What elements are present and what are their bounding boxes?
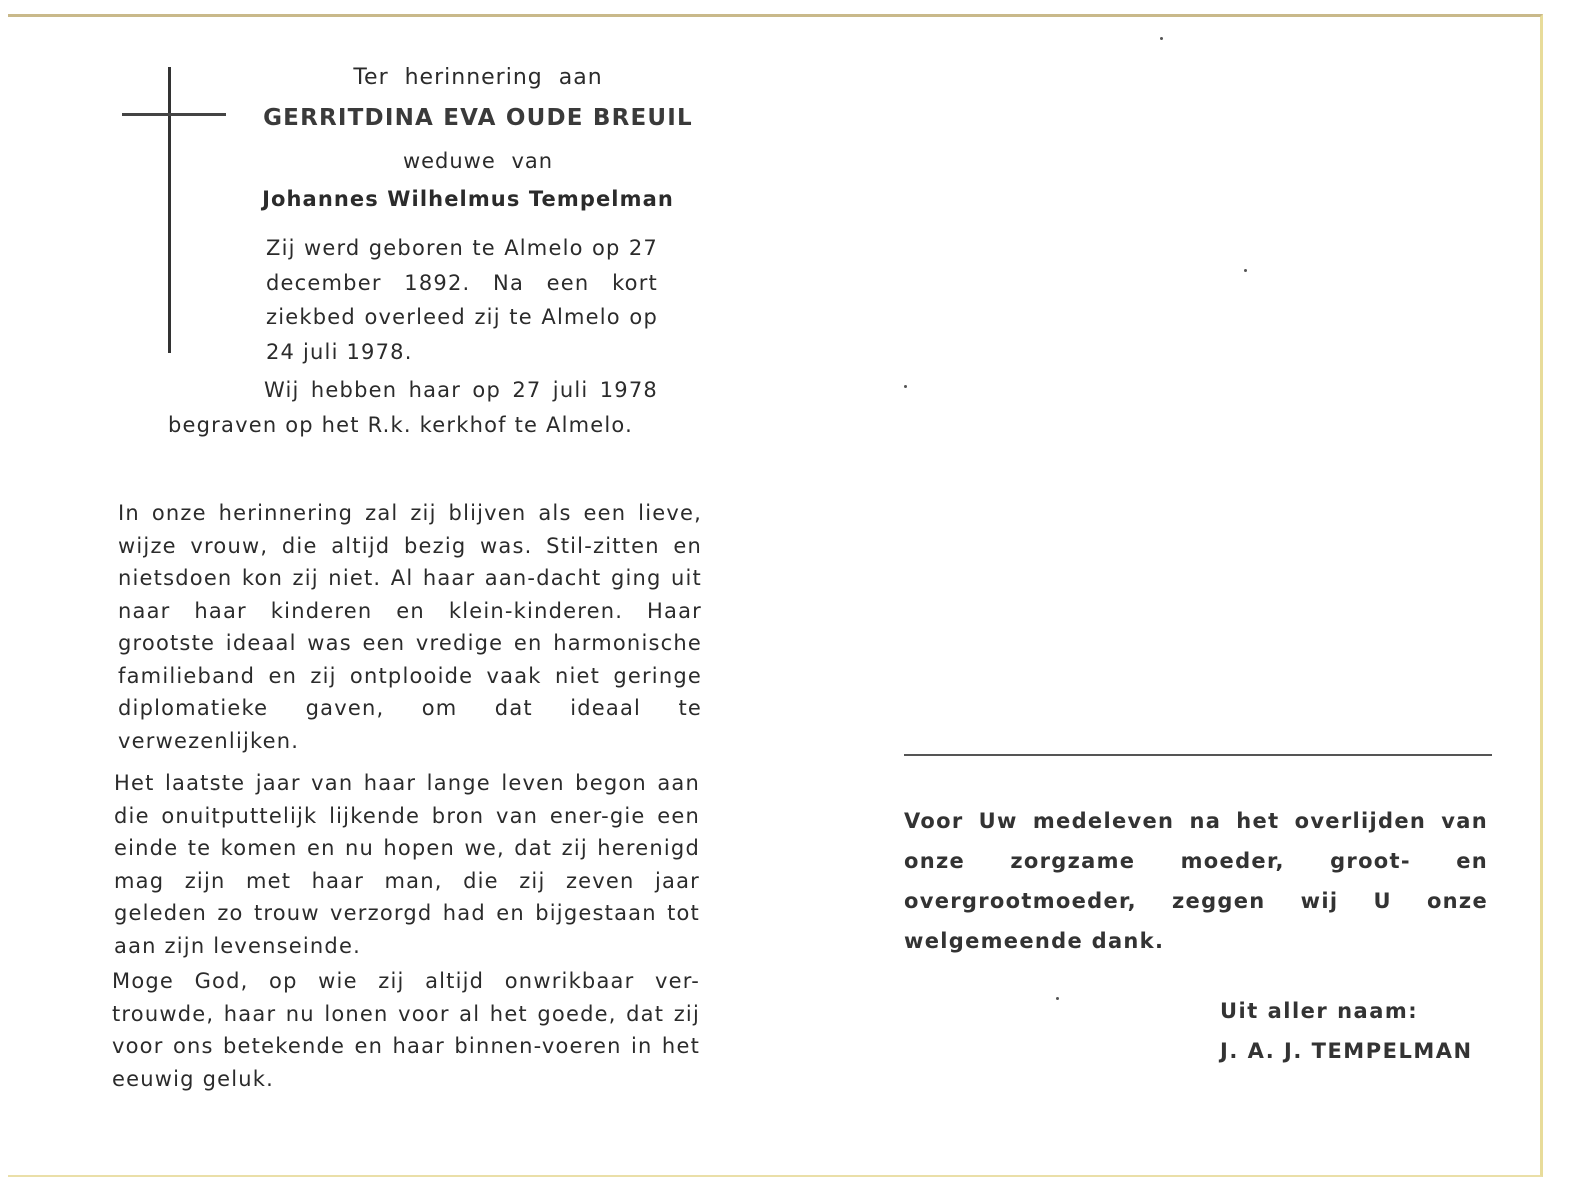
widow-line: weduwe van	[402, 149, 554, 173]
deceased-name: GERRITDINA EVA OUDE BREUIL	[263, 105, 693, 131]
birth-death-text: Zij werd geboren te Almelo op 27 december 1892. Na een kort ziekbed overleed zij te Almelo op 24 juli 1978.	[266, 236, 658, 364]
memorial-card	[8, 14, 1543, 1177]
paper-speck	[1160, 37, 1163, 40]
memory-paragraph-2: Het laatste jaar van haar lange leven begon aan die onuitputtelijk lijkende bron van ener-gie een einde te komen en nu hopen we, dat zij herenigd mag zijn met haar man, die zij zeven jaar geleden zo trouw verzorgd had en bijgestaan tot aan zijn levenseinde.	[114, 771, 700, 958]
cross-icon-bar	[122, 113, 226, 116]
memory-paragraph-1: In onze herinnering zal zij blijven als een lieve, wijze vrouw, die altijd bezig was. Stil-zitten en nietsdoen kon zij niet. Al haar aan-dacht ging uit naar haar kinderen en klein-kinderen. Haar grootste ideaal was een vredige en harmonische familieband en zij ontplooide vaak niet geringe diplomatieke gaven, om dat ideaal te verwezenlijken.	[118, 501, 702, 753]
thanks-text: Voor Uw medeleven na het overlijden van onze zorgzame moeder, groot- en overgrootmoeder, zeggen wij U onze welgemeende dank.	[904, 809, 1488, 953]
intro-line: Ter herinnering aan	[353, 65, 603, 90]
husband-name: Johannes Wilhelmus Tempelman	[262, 187, 674, 211]
divider-line	[904, 754, 1492, 756]
cross-icon	[168, 67, 171, 353]
paper-speck	[1056, 997, 1059, 1000]
burial-text: Wij hebben haar op 27 juli 1978 begraven op het R.k. kerkhof te Almelo.	[168, 378, 658, 437]
prayer-paragraph: Moge God, op wie zij altijd onwrikbaar ver-trouwde, haar nu lonen voor al het goede, dat zij voor ons betekende en haar binnen-voeren in het eeuwig geluk.	[112, 969, 700, 1091]
signoff-label: Uit aller naam:	[1220, 999, 1419, 1023]
paper-speck	[904, 385, 907, 388]
signature: J. A. J. TEMPELMAN	[1220, 1039, 1473, 1063]
paper-speck	[1244, 269, 1247, 272]
